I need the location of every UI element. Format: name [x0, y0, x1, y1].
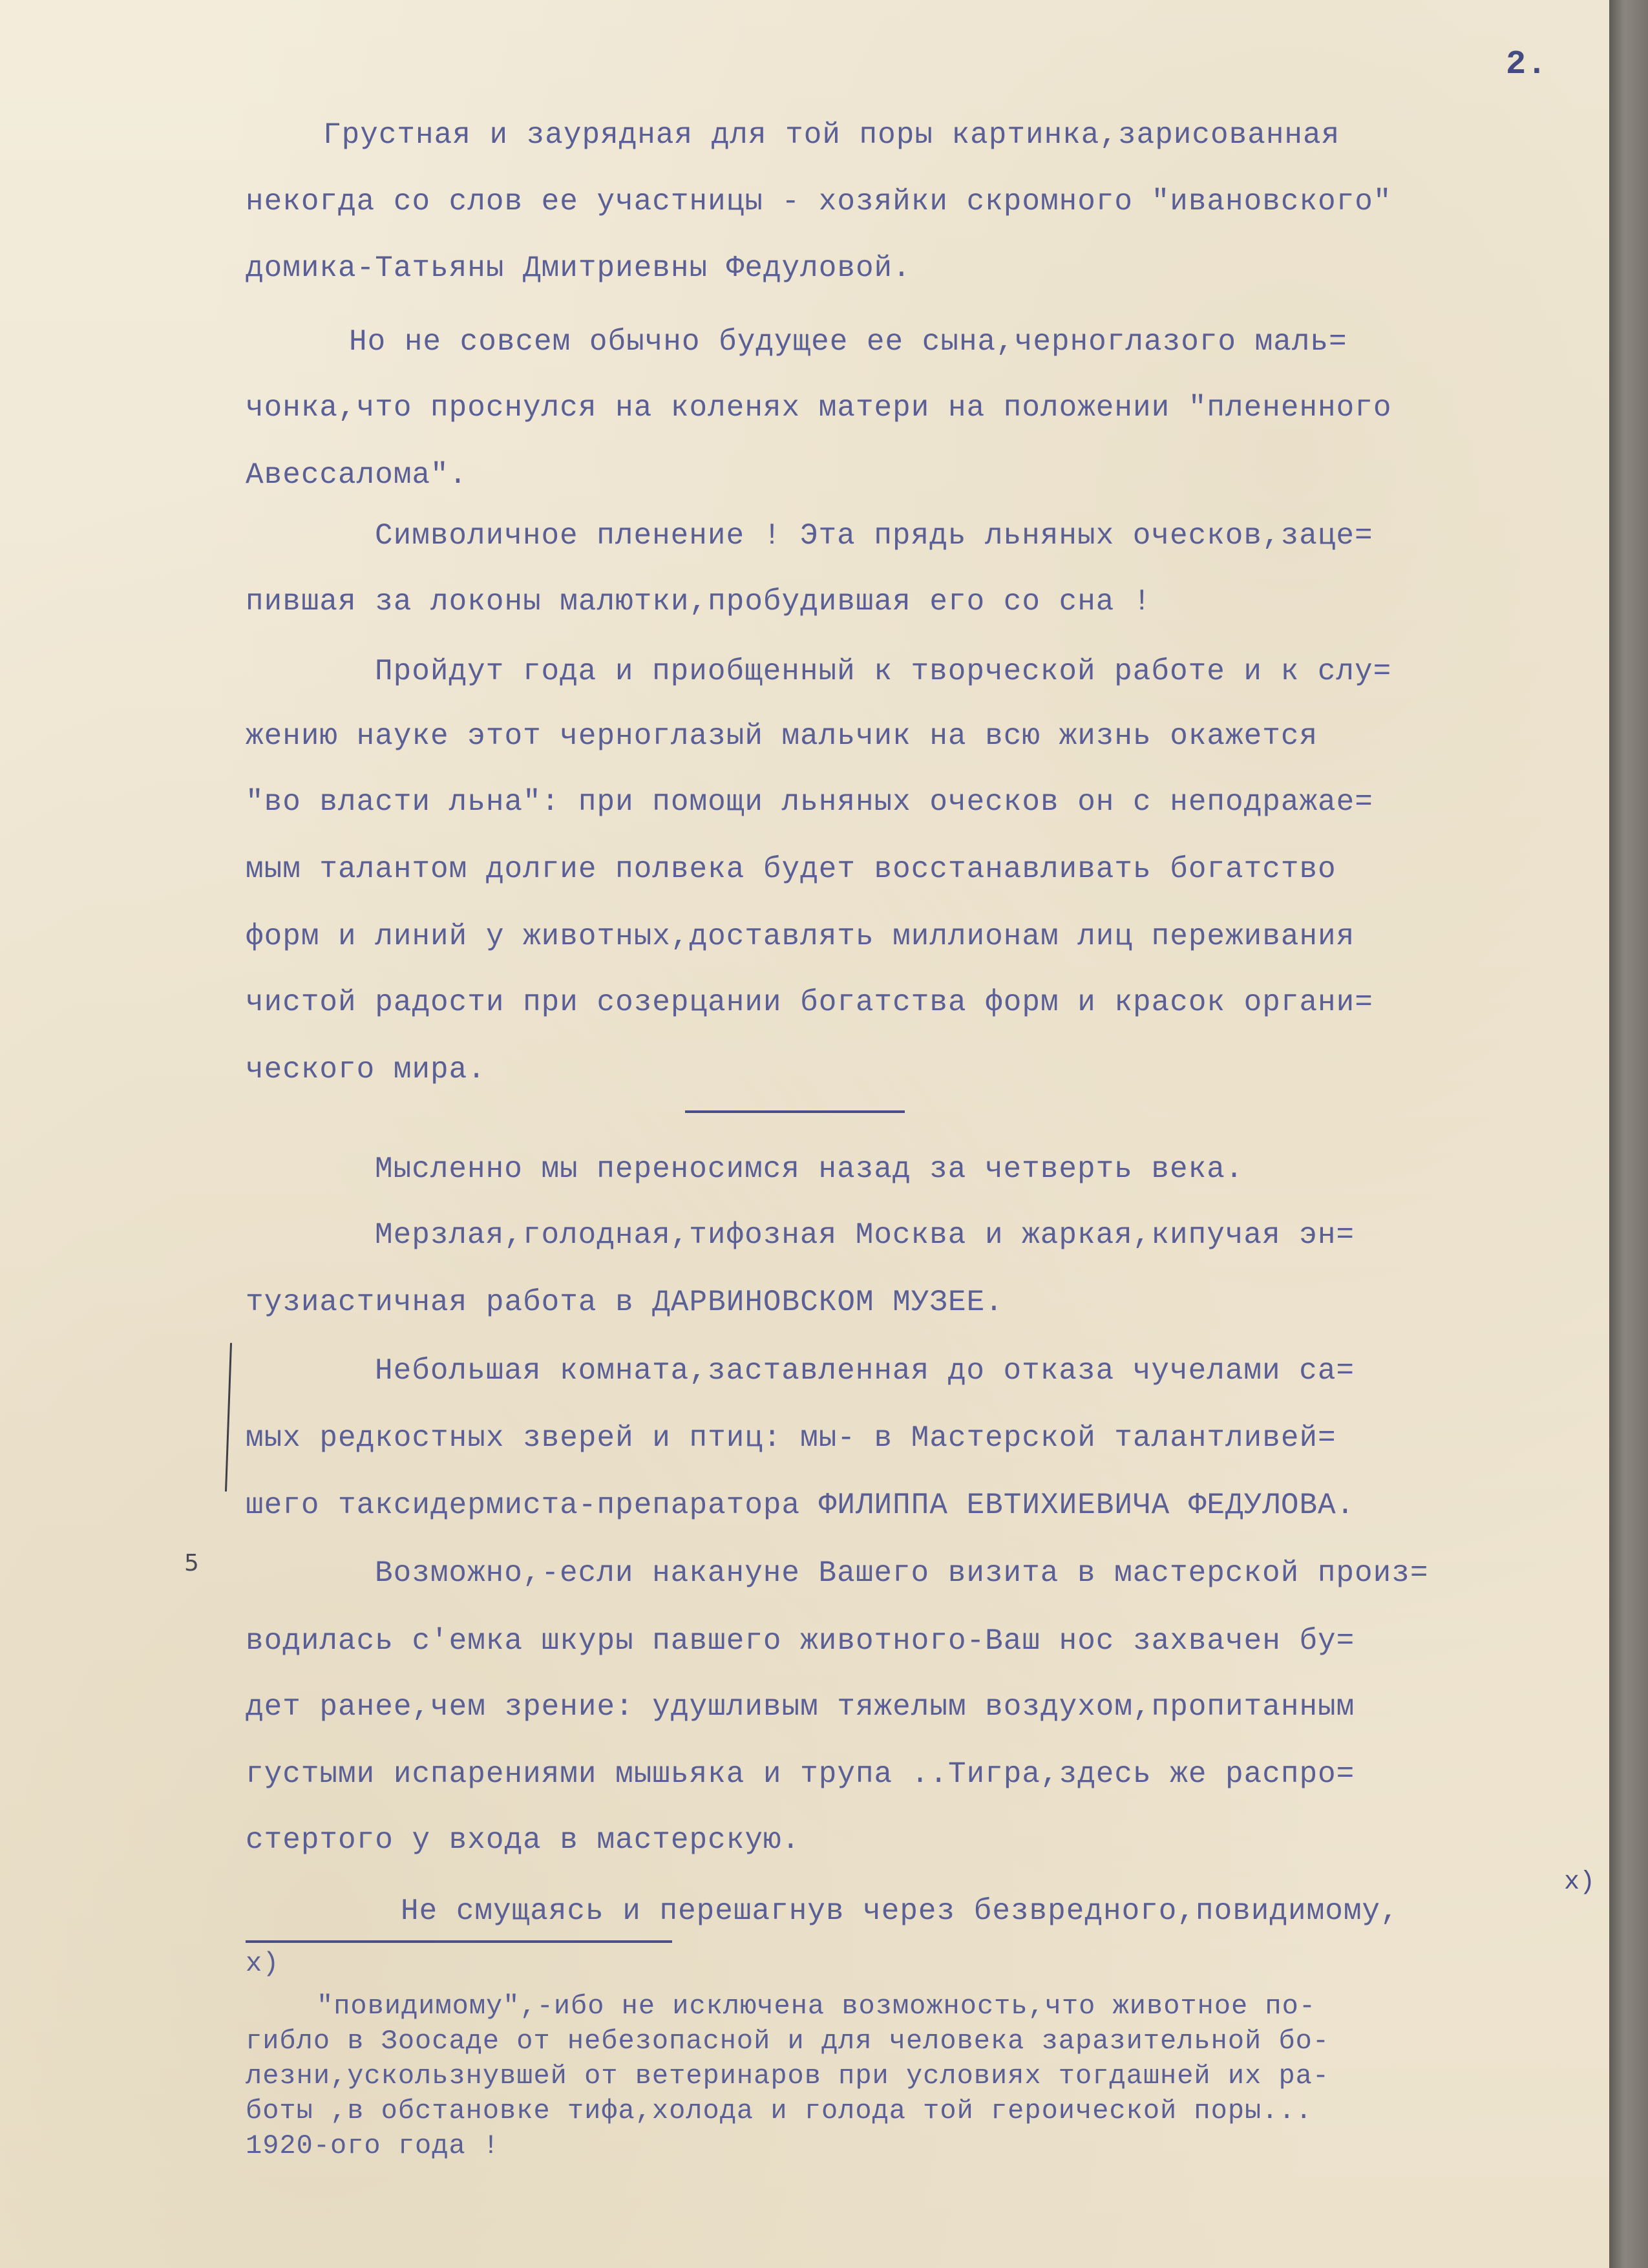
scan-background-edge: [1609, 0, 1648, 2268]
text-line: Символичное пленение ! Эта прядь льняных оческов,заце=: [375, 519, 1373, 553]
text-line: пившая за локоны малютки,пробудившая его со сна !: [246, 585, 1152, 619]
text-line: жению науке этот черноглазый мальчик на всю жизнь окажется: [246, 719, 1318, 753]
text-line: шего таксидермиста-препаратора ФИЛИППА ЕВТИХИЕВИЧА ФЕДУЛОВА.: [246, 1489, 1355, 1522]
margin-pencil-mark: 5: [184, 1550, 199, 1576]
footnote-line: "повидимому",-ибо не исключена возможность,что животное по-: [317, 1991, 1316, 2022]
text-line: ческого мира.: [246, 1053, 486, 1086]
text-line: Возможно,-если накануне Вашего визита в мастерской произ=: [375, 1556, 1429, 1590]
text-line: Грустная и заурядная для той поры картинка,зарисованная: [323, 118, 1340, 152]
footnote-line: гибло в Зоосаде от небезопасной и для человека заразительной бо-: [246, 2026, 1330, 2057]
text-line: Пройдут года и приобщенный к творческой работе и к слу=: [375, 655, 1392, 688]
footnote-reference: х): [1564, 1868, 1596, 1897]
text-line: водилась с'емка шкуры павшего животного-Ваш нос захвачен бу=: [246, 1624, 1355, 1658]
text-line: домика-Татьяны Дмитриевны Федуловой.: [246, 251, 911, 285]
text-line: стертого у входа в мастерскую.: [246, 1823, 801, 1857]
footnote-rule: [246, 1940, 672, 1943]
text-line: дет ранее,чем зрение: удушливым тяжелым воздухом,пропитанным: [246, 1690, 1355, 1724]
text-line: Авессалома".: [246, 458, 468, 492]
text-line: "во власти льна": при помощи льняных оческов он с неподражае=: [246, 785, 1373, 819]
text-line: Мысленно мы переносимся назад за четверть века.: [375, 1152, 1244, 1186]
footnote-marker: х): [246, 1948, 280, 1979]
text-line: Мерзлая,голодная,тифозная Москва и жаркая,кипучая эн=: [375, 1218, 1355, 1252]
footnote-line: боты ,в обстановке тифа,холода и голода той героической поры...: [246, 2095, 1313, 2126]
text-line: чистой радости при созерцании богатства форм и красок органи=: [246, 986, 1373, 1019]
text-line: Но не совсем обычно будущее ее сына,черноглазого маль=: [349, 325, 1347, 359]
text-line: мым талантом долгие полвека будет восстанавливать богатство: [246, 853, 1336, 886]
footnote-line: 1920-ого года !: [246, 2130, 500, 2161]
text-line: тузиастичная работа в ДАРВИНОВСКОМ МУЗЕЕ.: [246, 1286, 1004, 1319]
text-line: густыми испарениями мышьяка и трупа ..Тигра,здесь же распро=: [246, 1757, 1355, 1791]
margin-bracket-mark: [225, 1343, 244, 1492]
text-line: форм и линий у животных,доставлять миллионам лиц переживания: [246, 920, 1355, 953]
text-line: Небольшая комната,заставленная до отказа чучелами са=: [375, 1354, 1355, 1388]
section-separator: [685, 1110, 905, 1113]
text-line: чонка,что проснулся на коленях матери на положении "плененного: [246, 391, 1392, 425]
text-line: мых редкостных зверей и птиц: мы- в Мастерской талантливей=: [246, 1421, 1336, 1455]
footnote-line: лезни,ускользнувшей от ветеринаров при условиях тогдашней их ра-: [246, 2061, 1330, 2092]
page-number: 2.: [1506, 45, 1548, 83]
text-line: некогда со слов ее участницы - хозяйки скромного "ивановского": [246, 185, 1392, 218]
text-line: Не смущаясь и перешагнув через безвредного,повидимому,: [401, 1894, 1399, 1928]
